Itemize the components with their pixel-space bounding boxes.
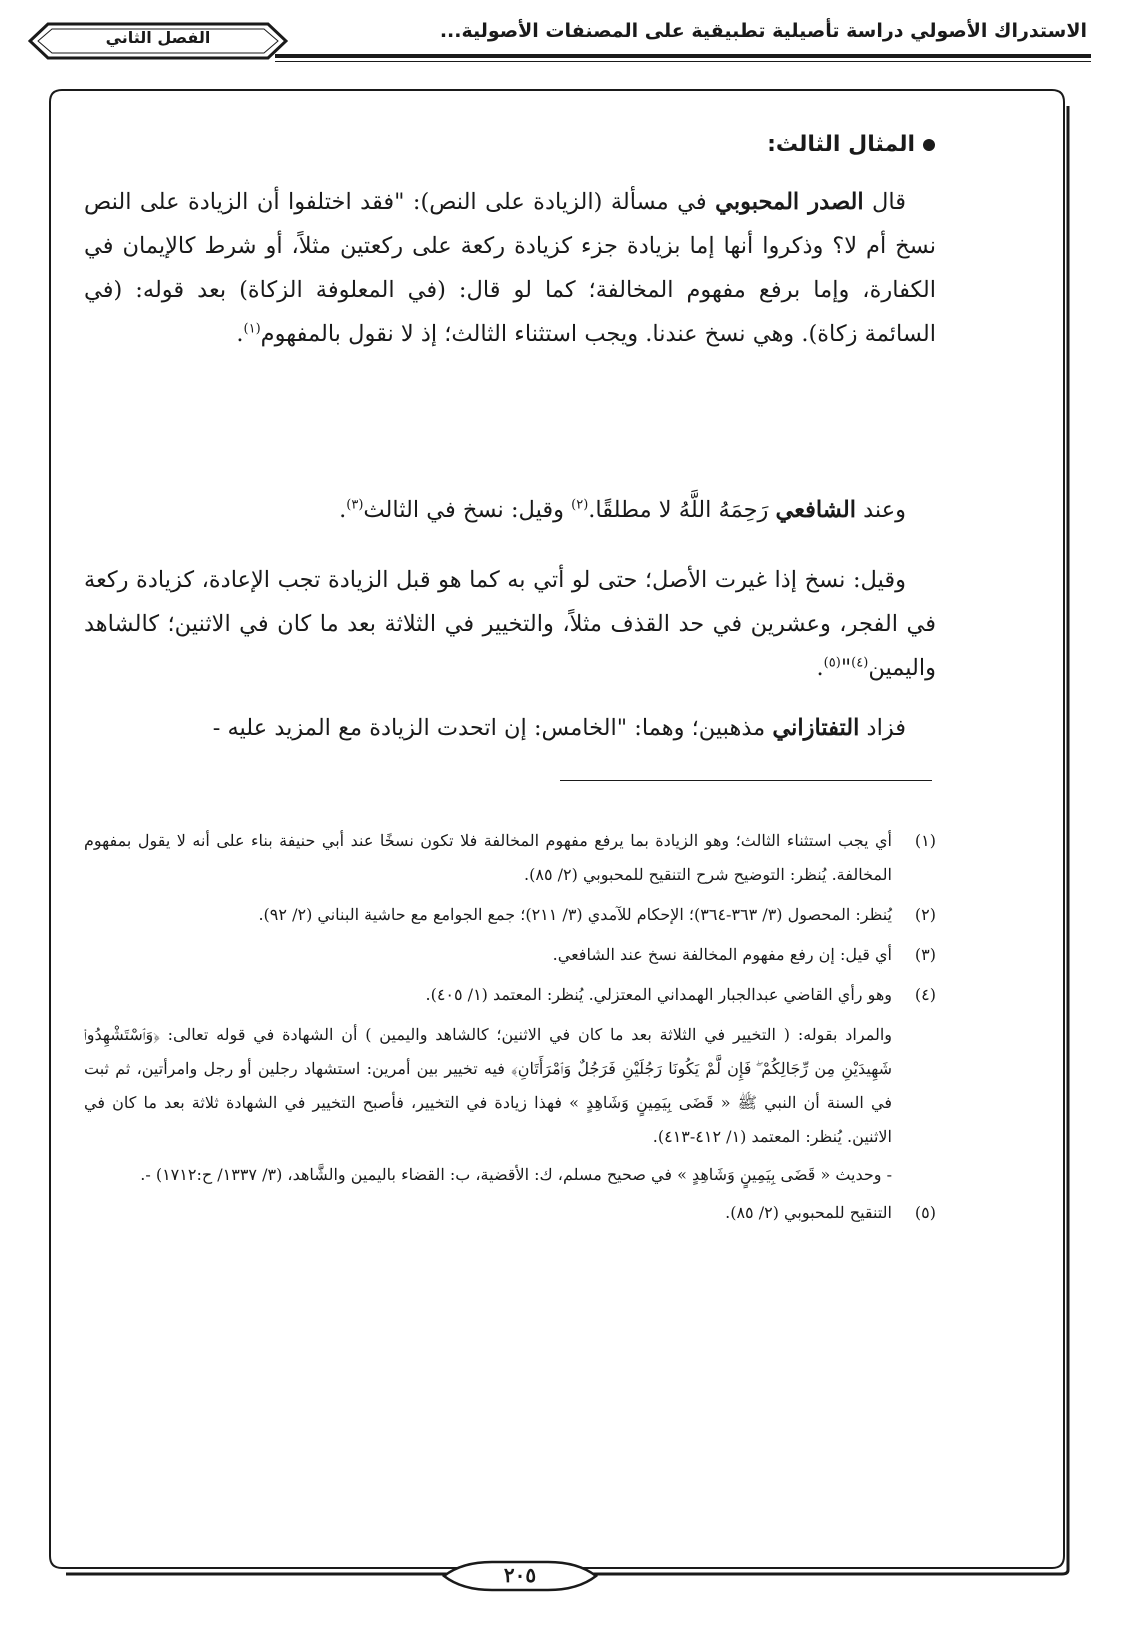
- para1-text-3: .: [236, 321, 244, 347]
- para1-text-1: قال: [863, 189, 906, 215]
- page-number: ٢٠٥: [503, 1563, 537, 1587]
- footnote-number: (٣): [914, 945, 936, 964]
- running-header-title: الاستدراك الأصولي دراسة تأصيلية تطبيقية على المصنفات الأصولية...: [439, 20, 1087, 42]
- footnote-number: (٥): [914, 1203, 936, 1222]
- footnote-ref-3[interactable]: (٣): [346, 497, 364, 513]
- footnote-number: (٢): [914, 905, 936, 924]
- footnote-number: (٤): [914, 985, 936, 1004]
- scholar-name-shafii: الشافعي: [775, 497, 856, 523]
- section-heading-text: المثال الثالث:: [767, 132, 915, 157]
- para3-text-2: ": [840, 655, 852, 681]
- para1-text-2: في مسألة (الزيادة على النص): "فقد اختلفوا أن الزيادة على النص نسخ أم لا؟ وذكروا أنها إما بزيادة جزء كزيادة ركعة على ركعتين مثلاً، أو شرط كالإيمان في الكفارة، وإما برفع مفهوم المخالفة؛ كما لو قال: (في المعلوفة الزكاة) بعد قوله: (في السائمة زكاة). وهي نسخ عندنا. ويجب استثناء الثالث؛ إذ لا نقول بالمفهوم: [84, 189, 936, 347]
- footnote-number: (١): [914, 831, 936, 850]
- footnote-item: [84, 898, 936, 932]
- footnote-text: وهو رأي القاضي عبدالجبار الهمداني المعتزلي. يُنظر: المعتمد (١/ ٤٠٥).: [425, 985, 892, 1004]
- section-heading: [767, 132, 935, 157]
- footnotes-section: [84, 824, 936, 1236]
- footnote-item: [84, 978, 936, 1012]
- footnote-ref-4[interactable]: (٤): [851, 655, 869, 671]
- paragraph-3: [84, 558, 936, 690]
- paragraph-1: [84, 180, 936, 356]
- footnote-text: التنقيح للمحبوبي (٢/ ٨٥).: [725, 1203, 892, 1222]
- para4-text-2: مذهبين؛ وهما: "الخامس: إن اتحدت الزيادة مع المزيد عليه -: [212, 715, 773, 741]
- footnote-text: أي قيل: إن رفع مفهوم المخالفة نسخ عند الشافعي.: [552, 945, 892, 964]
- footnote-item: [84, 938, 936, 972]
- scholar-name-mahbubi: الصدر المحبوبي: [715, 189, 864, 215]
- para3-text-1: وقيل: نسخ إذا غيرت الأصل؛ حتى لو أتي به كما هو قبل الزيادة تجب الإعادة، كزيادة ركعة في الفجر، وعشرين في حد القذف مثلاً، والتخيير في الثلاثة بعد ما كان في الاثنين؛ كالشاهد واليمين: [84, 567, 936, 681]
- para2-text-2: رَحِمَهُ اللَّهُ لا مطلقًا.: [588, 497, 776, 523]
- footnote-separator: [560, 780, 932, 781]
- footnote-ref-1[interactable]: (١): [243, 321, 261, 337]
- footnote-4-explanation: والمراد بقوله: ( التخيير في الثلاثة بعد ما كان في الاثنين؛ كالشاهد واليمين ) أن الشهادة في قوله تعالى: ﴿وَٱسْتَشْهِدُوا۟ شَهِيدَيْنِ مِن رِّجَالِكُمْ ۖ فَإِن لَّمْ يَكُونَا رَجُلَيْنِ فَرَجُلٌ وَٱمْرَأَتَانِ﴾ فيه تخيير بين أمرين: استشهاد رجلين أو رجل وامرأتين، ثم ثبت في السنة أن النبي ﷺ « قَضَى بِيَمِينٍ وَشَاهِدٍ » فهذا زيادة في التخيير، فأصبح التخيير في الشهادة ثلاثة بعد ما كان في الاثنين. يُنظر: المعتمد (١/ ٤١٢-٤١٣).: [84, 1025, 892, 1146]
- chapter-label: الفصل الثاني: [105, 28, 211, 47]
- bullet-icon: [923, 139, 935, 151]
- footnote-4-hadith-source: - وحديث « قَضَى بِيَمِينٍ وَشَاهِدٍ » في صحيح مسلم، ك: الأقضية، ب: القضاء باليمين والشَّاهد، (٣/ ١٣٣٧/ ح:١٧١٢) -.: [140, 1165, 892, 1184]
- footnote-text: أي يجب استثناء الثالث؛ وهو الزيادة بما يرفع مفهوم المخالفة فلا تكون نسخًا عند أبي حنيفة بناء على أنه لا يقول بمفهوم المخالفة. يُنظر: التوضيح شرح التنقيح للمحبوبي (٢/ ٨٥).: [84, 831, 893, 884]
- para2-text-3: وقيل: نسخ في الثالث: [363, 497, 572, 523]
- footnote-item: [84, 824, 936, 892]
- footnote-ref-2[interactable]: (٢): [571, 497, 589, 513]
- para2-text-1: وعند: [855, 497, 906, 523]
- paragraph-4: [84, 706, 936, 750]
- para3-text-3: .: [816, 655, 824, 681]
- paragraph-2: [84, 488, 936, 532]
- footnote-text: يُنظر: المحصول (٣/ ٣٦٣-٣٦٤)؛ الإحكام للآمدي (٣/ ٢١١)؛ جمع الجوامع مع حاشية البناني (٢/ ٩٢).: [258, 905, 892, 924]
- para2-text-4: .: [339, 497, 347, 523]
- scholar-name-taftazani: التفتازاني: [772, 715, 860, 741]
- header-rule-thin: [275, 61, 1091, 62]
- header-rule-thick: [275, 54, 1091, 58]
- footnote-item: [84, 1196, 936, 1230]
- para4-text-1: فزاد: [859, 715, 906, 741]
- footnote-ref-5[interactable]: (٥): [823, 655, 841, 671]
